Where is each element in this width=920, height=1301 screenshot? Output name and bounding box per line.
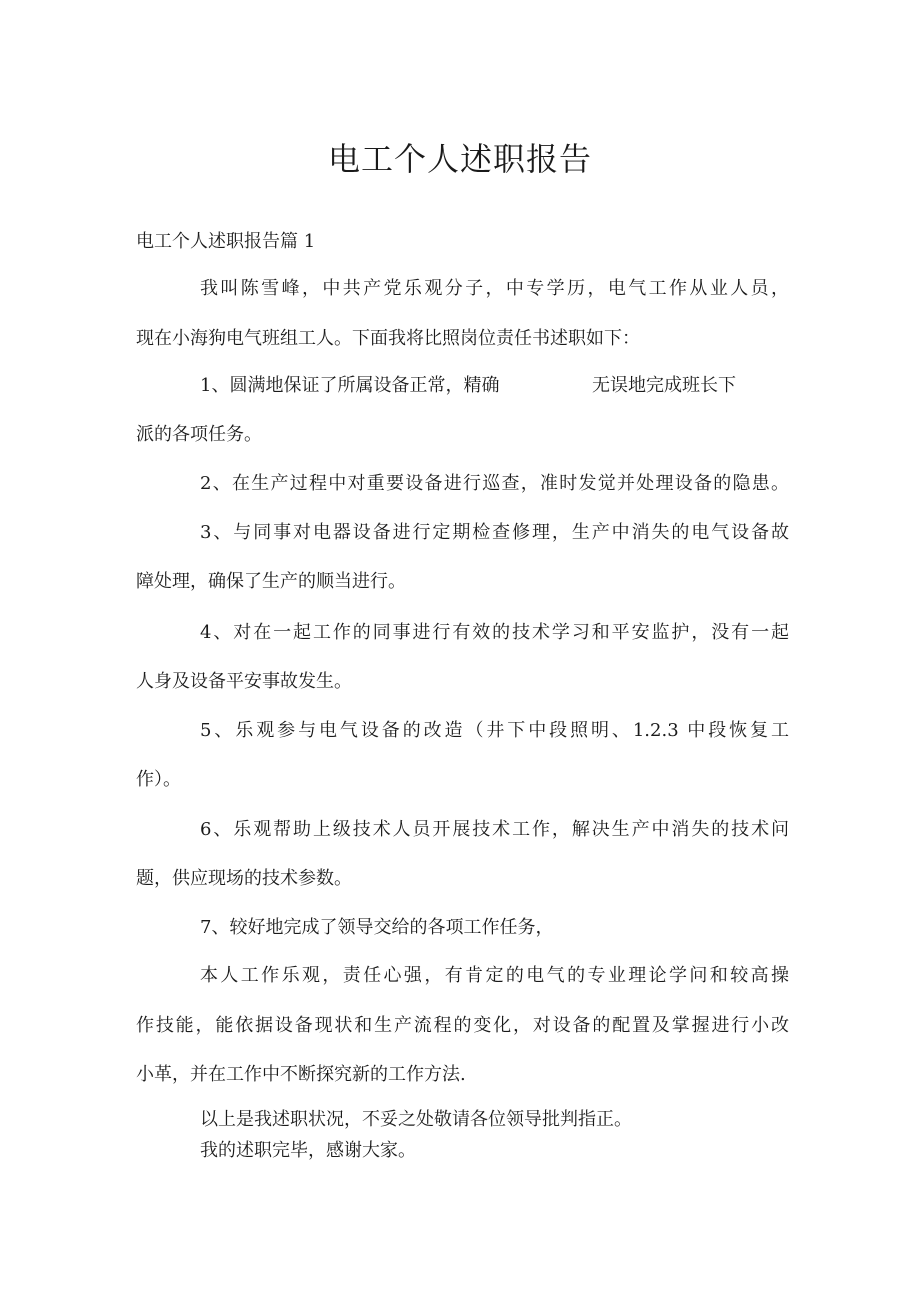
paragraph-line: 小革，并在工作中不断探究新的工作方法. — [136, 1064, 466, 1085]
paragraph-line: 5、乐观参与电气设备的改造（井下中段照明、1.2.3 中段恢复工 — [200, 720, 789, 741]
paragraph-line: 2、在生产过程中对重要设备进行巡查，准时发觉并处理设备的隐患。 — [200, 473, 789, 494]
paragraph-line: 我叫陈雪峰，中共产党乐观分子，中专学历，电气工作从业人员， — [200, 278, 789, 299]
paragraph-line: 6、乐观帮助上级技术人员开展技术工作，解决生产中消失的技术问 — [200, 819, 789, 840]
paragraph-line: 3、与同事对电器设备进行定期检查修理，生产中消失的电气设备故 — [200, 522, 789, 543]
paragraph-line: 无误地完成班长下 — [592, 375, 736, 396]
page-title: 电工个人述职报告 — [327, 140, 592, 178]
paragraph-line: 以上是我述职状况，不妥之处敬请各位领导批判指正。 — [200, 1109, 632, 1130]
paragraph-line: 障处理，确保了生产的顺当进行。 — [136, 571, 406, 592]
paragraph-line: 题，供应现场的技术参数。 — [136, 868, 352, 889]
paragraph-line: 派的各项任务。 — [136, 424, 262, 445]
paragraph-line: 我的述职完毕，感谢大家。 — [200, 1140, 416, 1161]
paragraph-line: 7、较好地完成了领导交给的各项工作任务， — [200, 917, 554, 938]
paragraph-line: 作）。 — [136, 769, 181, 790]
paragraph-line: 人身及设备平安事故发生。 — [136, 671, 352, 692]
paragraph-line: 1、圆满地保证了所属设备正常，精确 — [200, 375, 500, 396]
paragraph-line: 作技能，能依据设备现状和生产流程的变化，对设备的配置及掌握进行小改 — [136, 1015, 789, 1036]
paragraph-line: 4、对在一起工作的同事进行有效的技术学习和平安监护，没有一起 — [200, 622, 789, 643]
paragraph-line: 本人工作乐观，责任心强，有肯定的电气的专业理论学问和较高操 — [200, 965, 789, 986]
paragraph-line: 现在小海狗电气班组工人。下面我将比照岗位责任书述职如下： — [136, 328, 640, 349]
section-subtitle: 电工个人述职报告篇 1 — [136, 231, 316, 252]
